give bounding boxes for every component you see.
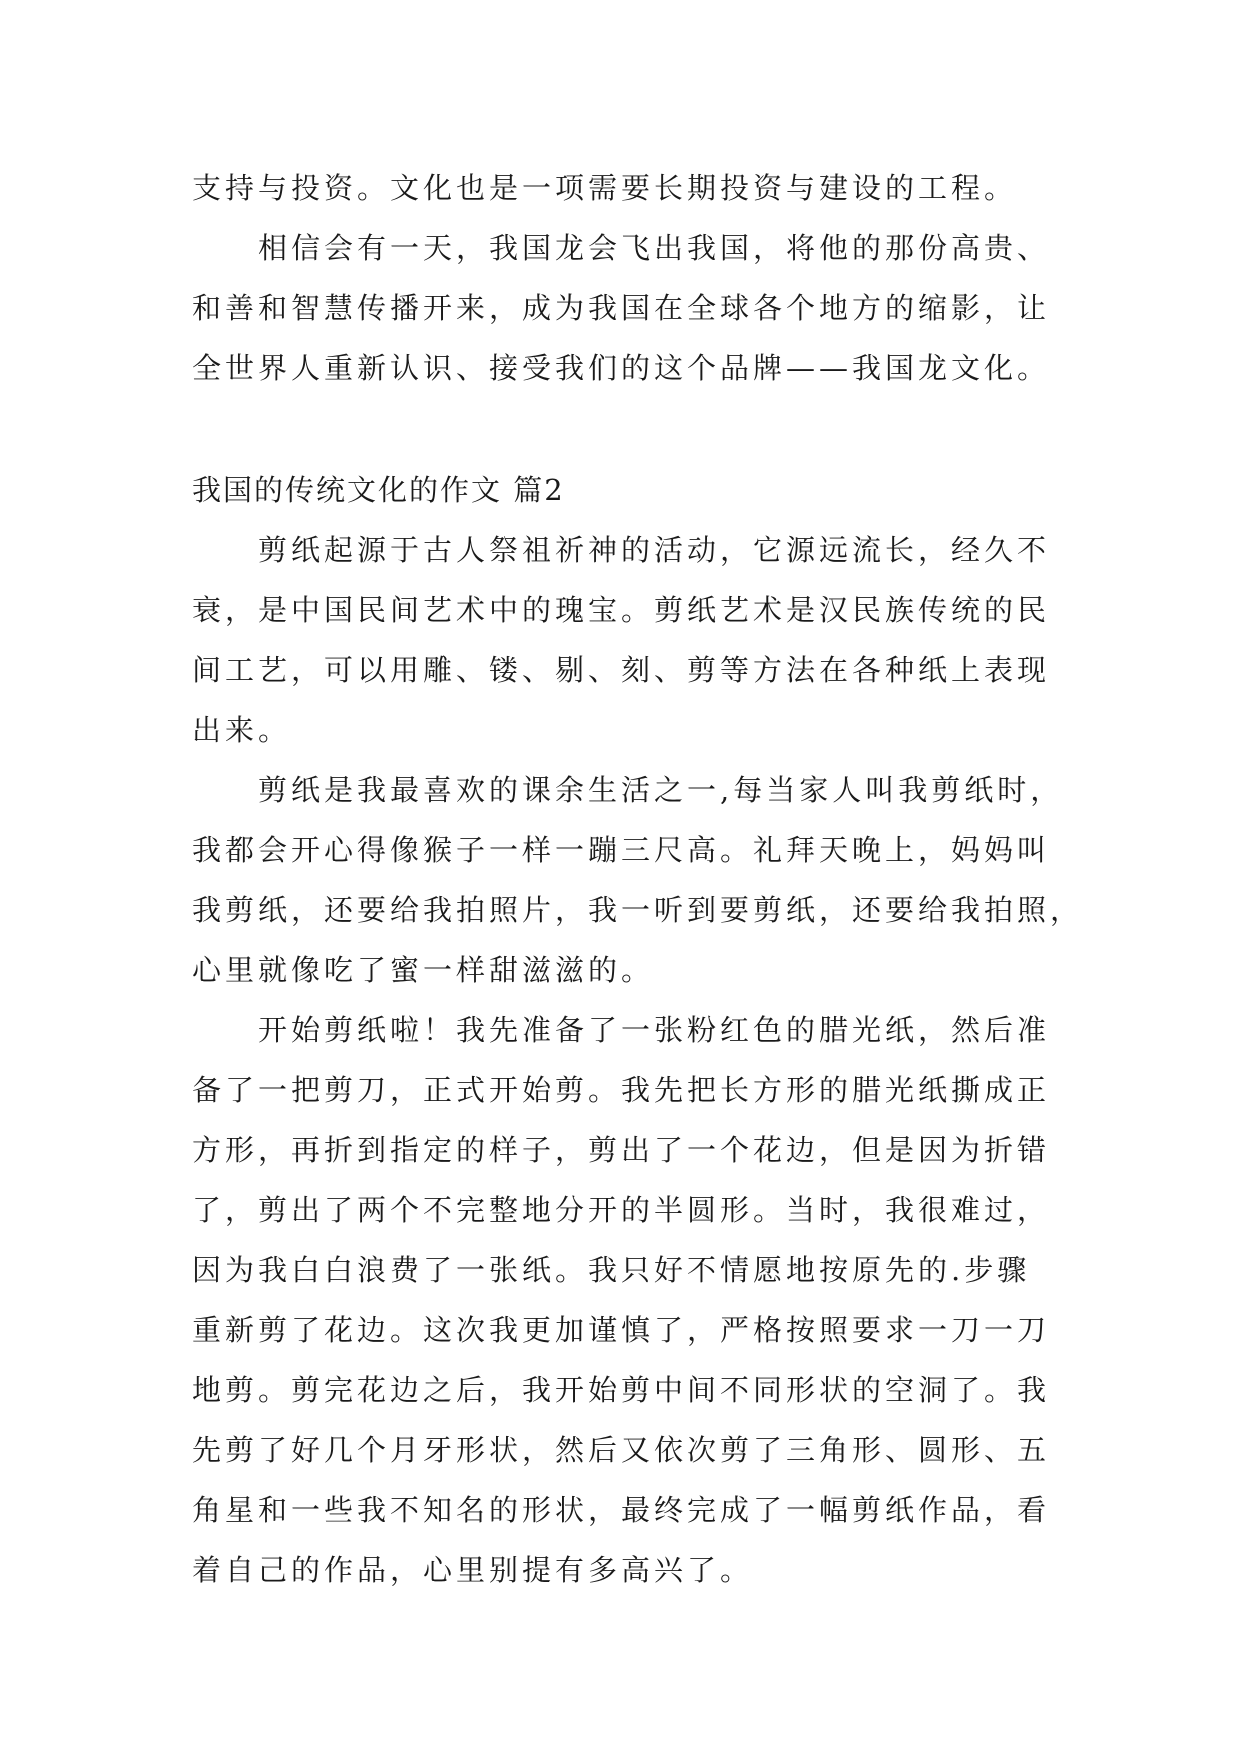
text-line: 着自己的作品，心里别提有多高兴了。 — [192, 1553, 754, 1587]
text-line: 间工艺，可以用雕、镂、剔、刻、剪等方法在各种纸上表现 — [192, 653, 1051, 687]
text-line: 因为我白白浪费了一张纸。我只好不情愿地按原先的.步骤 — [192, 1253, 1031, 1287]
text-line: 了，剪出了两个不完整地分开的半圆形。当时，我很难过， — [192, 1193, 1051, 1227]
text-line: 我剪纸，还要给我拍照片，我一听到要剪纸，还要给我拍照， — [192, 893, 1084, 927]
text-line: 备了一把剪刀，正式开始剪。我先把长方形的腊光纸撕成正 — [192, 1073, 1051, 1107]
text-line: 出来。 — [192, 713, 292, 747]
text-line: 重新剪了花边。这次我更加谨慎了，严格按照要求一刀一刀 — [192, 1313, 1051, 1347]
text-line: 地剪。剪完花边之后，我开始剪中间不同形状的空洞了。我 — [192, 1373, 1051, 1407]
section-gap — [192, 398, 1072, 460]
text-line: 开始剪纸啦！我先准备了一张粉红色的腊光纸，然后准 — [258, 1013, 1051, 1047]
text-line: 和善和智慧传播开来，成为我国在全球各个地方的缩影，让 — [192, 291, 1051, 325]
text-line: 剪纸是我最喜欢的课余生活之一,每当家人叫我剪纸时， — [258, 773, 1064, 807]
text-line: 相信会有一天，我国龙会飞出我国，将他的那份高贵、 — [258, 231, 1051, 265]
paragraph — [192, 218, 1072, 398]
section-heading: 我国的传统文化的作文 篇2 — [192, 473, 565, 507]
text-line: 心里就像吃了蜜一样甜滋滋的。 — [192, 953, 655, 987]
text-line: 全世界人重新认识、接受我们的这个品牌——我国龙文化。 — [192, 351, 1051, 385]
text-line: 我都会开心得像猴子一样一蹦三尺高。礼拜天晚上，妈妈叫 — [192, 833, 1051, 867]
paragraph — [192, 760, 1084, 1000]
text-line: 先剪了好几个月牙形状，然后又依次剪了三角形、圆形、五 — [192, 1433, 1051, 1467]
paragraph — [192, 1000, 1072, 1600]
document-body — [192, 158, 1084, 1600]
paragraph — [192, 158, 1072, 218]
text-line: 方形，再折到指定的样子，剪出了一个花边，但是因为折错 — [192, 1133, 1051, 1167]
text-line: 衰，是中国民间艺术中的瑰宝。剪纸艺术是汉民族传统的民 — [192, 593, 1051, 627]
paragraph — [192, 520, 1072, 760]
text-line: 支持与投资。文化也是一项需要长期投资与建设的工程。 — [192, 171, 1018, 205]
text-line: 角星和一些我不知名的形状，最终完成了一幅剪纸作品，看 — [192, 1493, 1051, 1527]
text-line: 剪纸起源于古人祭祖祈神的活动，它源远流长，经久不 — [258, 533, 1051, 567]
